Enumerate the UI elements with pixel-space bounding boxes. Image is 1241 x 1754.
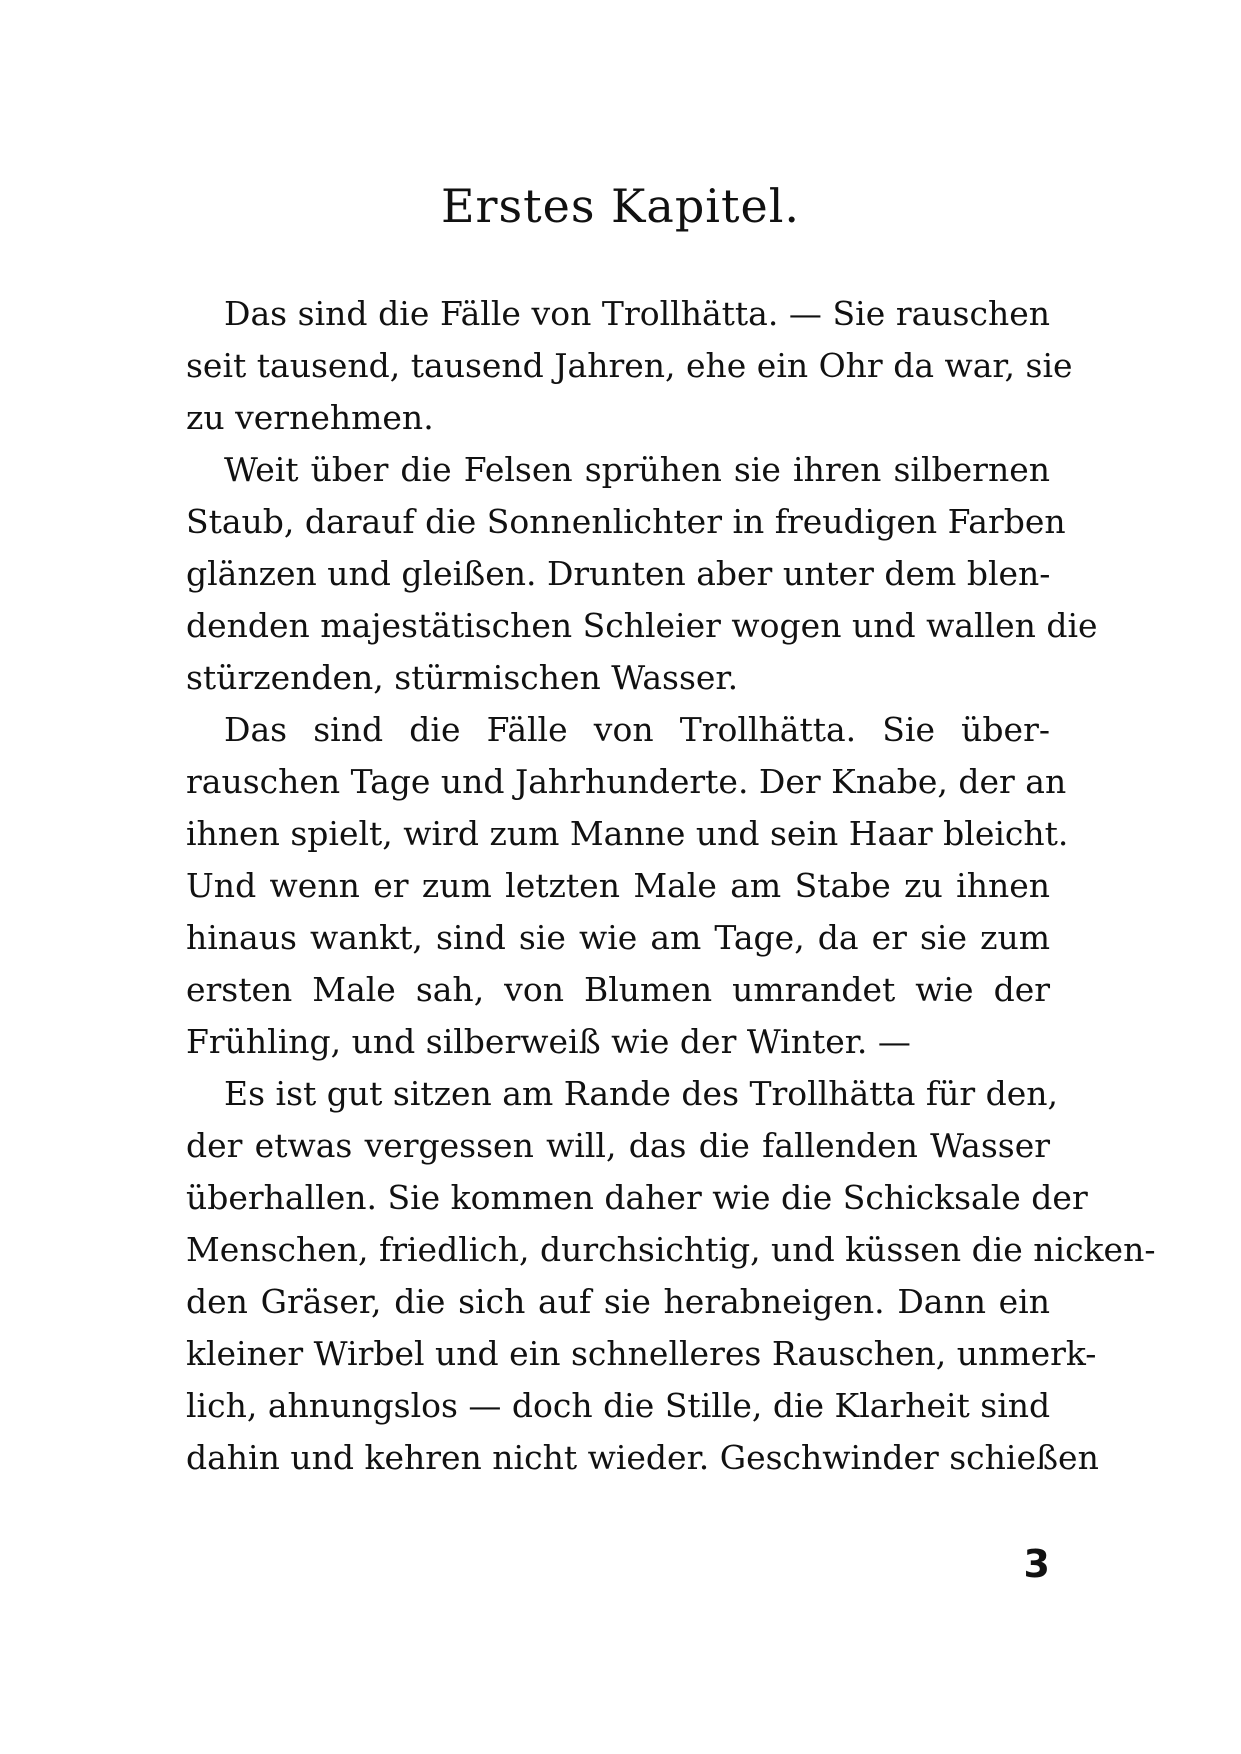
text-line: Und wenn er zum letzten Male am Stabe zu ihnen [186, 866, 1050, 905]
text-line: glänzen und gleißen. Drunten aber unter dem blen- [186, 554, 1051, 593]
chapter-title: Erstes Kapitel. [440, 179, 801, 233]
text-line: lich, ahnungslos — doch die Stille, die Klarheit sind [186, 1386, 1051, 1425]
text-line: ersten Male sah, von Blumen umrandet wie der [186, 970, 1050, 1009]
text-line: Das sind die Fälle von Trollhätta. Sie über- [224, 710, 1050, 749]
text-line: Es ist gut sitzen am Rande des Trollhätta für den, [224, 1074, 1059, 1113]
text-line: zu vernehmen. [186, 398, 434, 437]
text-line: denden majestätischen Schleier wogen und wallen die [186, 606, 1098, 645]
text-line: der etwas vergessen will, das die fallenden Wasser [186, 1126, 1050, 1165]
text-line: ihnen spielt, wird zum Manne und sein Haar bleicht. [186, 814, 1069, 853]
text-line: stürzenden, stürmischen Wasser. [186, 658, 739, 697]
text-line: kleiner Wirbel und ein schnelleres Rauschen, unmerk- [186, 1334, 1097, 1373]
text-line: Staub, darauf die Sonnenlichter in freudigen Farben [186, 502, 1066, 541]
text-line: Menschen, friedlich, durchsichtig, und küssen die nicken- [186, 1230, 1156, 1269]
text-line: überhallen. Sie kommen daher wie die Schicksale der [186, 1178, 1088, 1217]
text-line: rauschen Tage und Jahrhunderte. Der Knabe, der an [186, 762, 1067, 801]
text-line: hinaus wankt, sind sie wie am Tage, da er sie zum [186, 918, 1050, 957]
text-line: Frühling, und silberweiß wie der Winter. — [186, 1022, 911, 1061]
text-line: Weit über die Felsen sprühen sie ihren silbernen [224, 450, 1050, 489]
text-line: Das sind die Fälle von Trollhätta. — Sie rauschen [224, 294, 1050, 333]
text-line: den Gräser, die sich auf sie herabneigen. Dann ein [186, 1282, 1050, 1321]
text-line: dahin und kehren nicht wieder. Geschwinder schießen [186, 1438, 1099, 1477]
text-line: seit tausend, tausend Jahren, ehe ein Ohr da war, sie [186, 346, 1073, 385]
page-number: 3 [1023, 1542, 1050, 1586]
body-text [186, 288, 1156, 1484]
